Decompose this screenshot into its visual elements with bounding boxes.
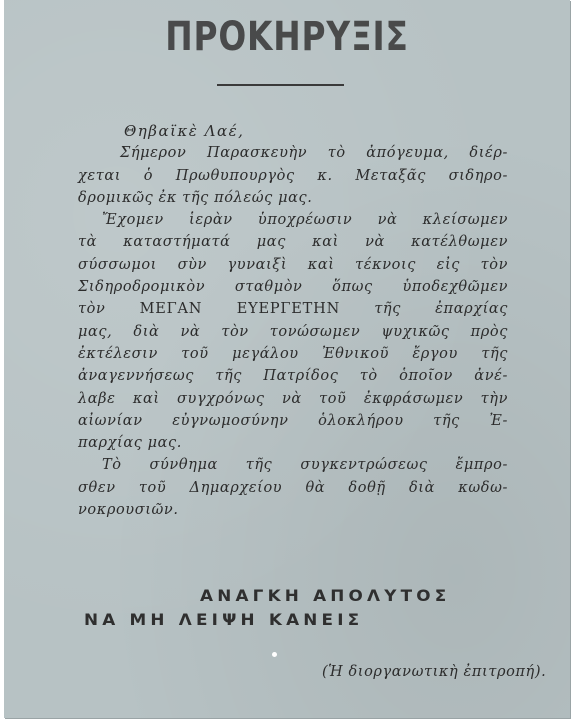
body-line-evergetis <box>78 298 508 320</box>
body-line: μας, διὰ νὰ τὸν τονώσωμεν ψυχικῶς πρὸς <box>78 323 508 340</box>
signal-line: νοκρουσιῶν. <box>78 502 179 519</box>
body-line: τὰ καταστήματά μας καὶ νὰ κατέλθωμεν <box>78 234 508 251</box>
title-underline <box>217 84 344 86</box>
committee-signature: (Ἡ διοργανωτικὴ ἐπιτροπή). <box>322 664 547 680</box>
evergetis-caps: ΜΕΓΑΝ ΕΥΕΡΓΕΤΗΝ <box>139 301 341 318</box>
document-title: ΠΡΟΚΗΡΥΞΙΣ <box>165 14 409 60</box>
body-line: αἰωνίαν εὐγνωμοσύνην ὁλοκλήρου τῆς Ἐ- <box>78 412 508 429</box>
evergetis-prefix: τὸν <box>78 301 106 318</box>
body-line: χεται ὁ Πρωθυπουργὸς κ. Μεταξᾶς σιδηρο- <box>78 167 508 184</box>
signal-line: Τὸ σύνθημα τῆς συγκεντρώσεως ἔμπρο- <box>102 457 508 474</box>
body-line: Σήμερον Παρασκευὴν τὸ ἀπόγευμα, διέρ- <box>120 145 508 162</box>
body-line: παρχίας μας. <box>78 435 182 452</box>
body-line: ἀναγεννήσεως τῆς Πατρίδος τὸ ὁποῖον ἀνέ- <box>78 368 508 385</box>
document-body <box>78 120 508 521</box>
proclamation-sheet <box>4 0 570 718</box>
slogan-necessity: ΑΝΑΓΚΗ ΑΠΟΛΥΤΟΣ <box>200 586 451 605</box>
salutation: Θηβαϊκὲ Λαέ, <box>124 122 245 140</box>
signal-line: σθεν τοῦ Δημαρχείου θὰ δοθῇ διὰ κωδω- <box>78 479 508 496</box>
body-line: λαβε καὶ συγχρόνως νὰ τοῦ ἐκφράσωμεν τὴν <box>78 390 508 407</box>
evergetis-suffix: τῆς ἐπαρχίας <box>374 301 508 318</box>
paper-hole <box>272 652 277 657</box>
body-line: ἐκτέλεσιν τοῦ μεγάλου Ἐθνικοῦ ἔργου τῆς <box>78 345 508 362</box>
slogan-no-one-missing: ΝΑ ΜΗ ΛΕΙΨΗ ΚΑΝΕΙΣ <box>84 610 364 629</box>
body-line: Σιδηροδρομικὸν σταθμὸν ὅπως ὑποδεχθῶμεν <box>78 279 508 296</box>
body-line: δρομικῶς ἐκ τῆς πόλεώς μας. <box>78 189 313 206</box>
body-line: σύσσωμοι σὺν γυναιξὶ καὶ τέκνοις εἰς τὸν <box>78 256 508 273</box>
body-line: Ἔχομεν ἱερὰν ὑποχρέωσιν νὰ κλείσωμεν <box>102 212 508 229</box>
